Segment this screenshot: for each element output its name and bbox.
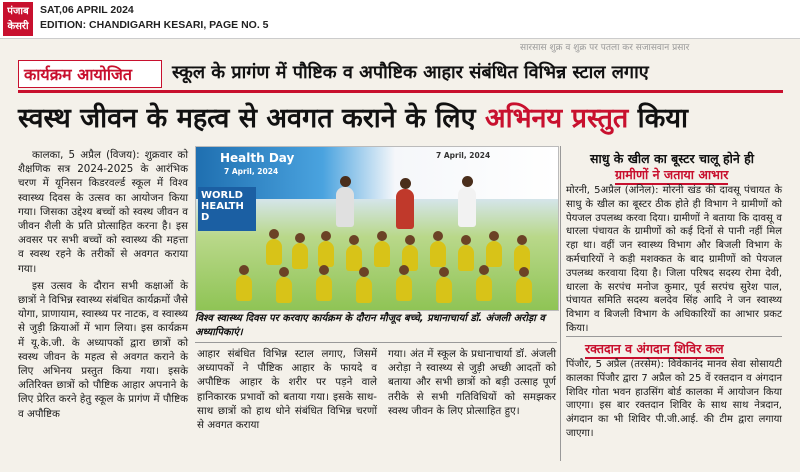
subheadline: स्कूल के प्रागंण में पौष्टिक व अपौष्टिक आहार संबंधित विभिन्न स्टाल लगाए <box>172 62 649 83</box>
photo-banner-date-right: 7 April, 2024 <box>436 151 491 160</box>
headline-part2: अभिनय प्रस्तुत <box>484 103 629 134</box>
student-figure <box>476 275 492 301</box>
student-figure <box>316 275 332 301</box>
student-figure <box>266 239 282 265</box>
headline <box>18 98 688 135</box>
side2-body <box>566 358 782 441</box>
principal-figure <box>396 189 414 229</box>
student-figure <box>458 245 474 271</box>
logo-line2: केसरी <box>7 21 29 32</box>
student-figure <box>516 277 532 303</box>
student-figure <box>318 241 334 267</box>
teacher-figure <box>336 187 354 227</box>
punjab-kesari-logo <box>3 2 33 36</box>
main-para-1: कालका, 5 अप्रैल (विजय): शुक्रवार को शैक्षणिक सत्र 2024-2025 के आरंभिक चरण में यूनिसन किडरवर्ल्ड स्कूल में विश्व स्वास्थ्य दिवस के उत्सव का आयोजन किया गया। जिसका उद्देश्य बच्चों को स्वस्थ जीवन व जीवन शैली के प्रति प्रोत्साहित करना है। इस अवसर पर सभी बच्चों को स्वास्थ्य की महत्ता व स्वस्थ रहने के तरीकों से अवगत कराया गया। <box>18 149 188 275</box>
student-figure <box>486 241 502 267</box>
column-rule <box>560 146 561 461</box>
red-rule <box>18 90 783 93</box>
student-figure <box>276 277 292 303</box>
logo-line1: पंजाब <box>7 6 29 17</box>
date-label: SAT,06 APRIL 2024 <box>40 4 134 16</box>
student-figure <box>292 243 308 269</box>
photo-caption: विश्व स्वास्थ्य दिवस पर करवाए कार्यक्रम के दौरान मौजूद बच्चे, प्रधानाचार्या डॉ. अंजली अरोड़ा व अध्यापिकाएं। <box>195 313 545 338</box>
world-line3: D <box>201 212 210 223</box>
photo-banner-date: 7 April, 2024 <box>224 167 279 176</box>
student-figure <box>396 275 412 301</box>
teacher-figure <box>458 187 476 227</box>
student-figure <box>346 245 362 271</box>
side1-subhead: ग्रामीणों ने जताया आभार <box>615 166 728 185</box>
faint-top-text: सारसास शुक्र व शुक्र पर पतला कर सजासवान प्रसार <box>520 43 690 53</box>
world-line2: HEALTH <box>201 201 244 212</box>
side2-text: पिंजौर, 5 अप्रैल (तरसेम): विवेकानंद मानव सेवा सोसायटी कालका पिंजौर द्वारा 7 अप्रैल को 25 वें रक्तदान व अंगदान शिविर गोता भवन हाउसिंग बोर्ड कालका में आयोजन किया जाएगा। इस बार रक्तदान शिविर के साथ साथ नेत्रदान, अंगदान का भी शिविर पी.जी.आई. की टीम द्वारा लगाया जाएगा। <box>566 359 782 439</box>
main-col3-text: गया। अंत में स्कूल के प्रधानाचार्या डॉ. अंजली अरोड़ा ने स्वास्थ्य से जुड़ी अच्छी आदतों को बताया और सभी छात्रों को बड़ी उत्साह पूर्ण तरीके से सभी गतिविधियों को समझकर स्वस्थ जीवन के लिए प्रोत्साहित हुए। <box>388 348 556 417</box>
caption-rule <box>195 342 557 343</box>
main-col2-text: आहार संबंधित विभिन्न स्टाल लगाए, जिसमें अध्यापकों ने पौष्टिक आहार के फायदे व अपौष्टिक आहार के शरीर पर पड़ने वाले हानिकारक प्रभावों को बताया गया। इसके साथ-साथ छात्रों को हाथ धोने संबंधित विभिन्न चरणों से अवगत कराया <box>197 348 377 432</box>
side1-body <box>566 184 782 336</box>
main-story-col2 <box>197 347 377 432</box>
kicker: कार्यक्रम आयोजित <box>24 65 133 84</box>
photo-banner-text: Health Day <box>220 151 295 165</box>
student-figure <box>236 275 252 301</box>
headline-part1: स्वस्थ जीवन के महत्व से अवगत कराने के लिए <box>18 103 476 134</box>
side1-headline: साधु के खील का बूस्टर चालू होने ही <box>590 151 754 166</box>
student-figure <box>436 277 452 303</box>
main-para-2: इस उत्सव के दौरान सभी कक्षाओं के छात्रों ने विभिन्न स्वास्थ्य संबंधित कार्यक्रमों जैसे योगा, प्राणायाम, स्वास्थ्य पर नाटक, व स्वास्थ्य से जुड़ी क्रियाओं में भाग लिया। इस कार्यक्रम में यू.के.जी. के अध्यापकों द्वारा छात्रों को स्वस्थ जीवन के महत्व से अवगत कराने के लिए अभिनय प्रस्तुत किया गया। इसके अतिरिक्त छात्रों को पौष्टिक आहार अपनाने के लिए प्रेरित करने हेतु स्कूल के प्रागंण में पौष्टिक व अपौष्टिक <box>18 279 188 420</box>
edition-meta <box>40 3 269 33</box>
news-photo <box>195 146 559 311</box>
headline-part3: किया <box>637 103 689 134</box>
student-figure <box>356 277 372 303</box>
world-line1: WORLD <box>201 190 243 201</box>
side1-text: मोरनी, 5अप्रैल (अनिल): मोरनी खंड की दावसू पंचायत के साधु के खील का बूस्टर ठीक होते ही विभाग ने ग्रामीणों को पेयजल उपलब्ध करवा दिया। ग्रामीणों ने बताया कि दावसू व धारला पंचायत के ग्रामीणों को कई दिनों से पानी नहीं मिल रहा था। वहीं जन स्वास्थ्य विभाग और बिजली विभाग के कर्मचारियों ने कड़ी मशक्कत के बाद ग्रामीणों को पेयजल उपलब्ध करवाया दिया है। जिला परिषद सदस्य रोमा देवी, धारला के सरपंच मनोज कुमार, पूर्व सरपंच सुरेश पाल, पंचायत समिति सदस्य बलदेव सिंह आदि ने जन स्वास्थ्य विभाग व बिजली विभाग के अधिकारियों का आभार प्रकट किया। <box>566 185 782 334</box>
world-health-board <box>198 187 256 231</box>
main-story-col3 <box>388 347 556 418</box>
side2-headline: रक्तदान व अंगदान शिविर कल <box>585 340 724 359</box>
edition-label: EDITION: CHANDIGARH KESARI, PAGE NO. 5 <box>40 19 269 31</box>
top-bar <box>0 0 800 39</box>
main-story-col1 <box>18 148 188 424</box>
side-divider <box>566 336 782 337</box>
student-figure <box>374 241 390 267</box>
student-figure <box>430 241 446 267</box>
